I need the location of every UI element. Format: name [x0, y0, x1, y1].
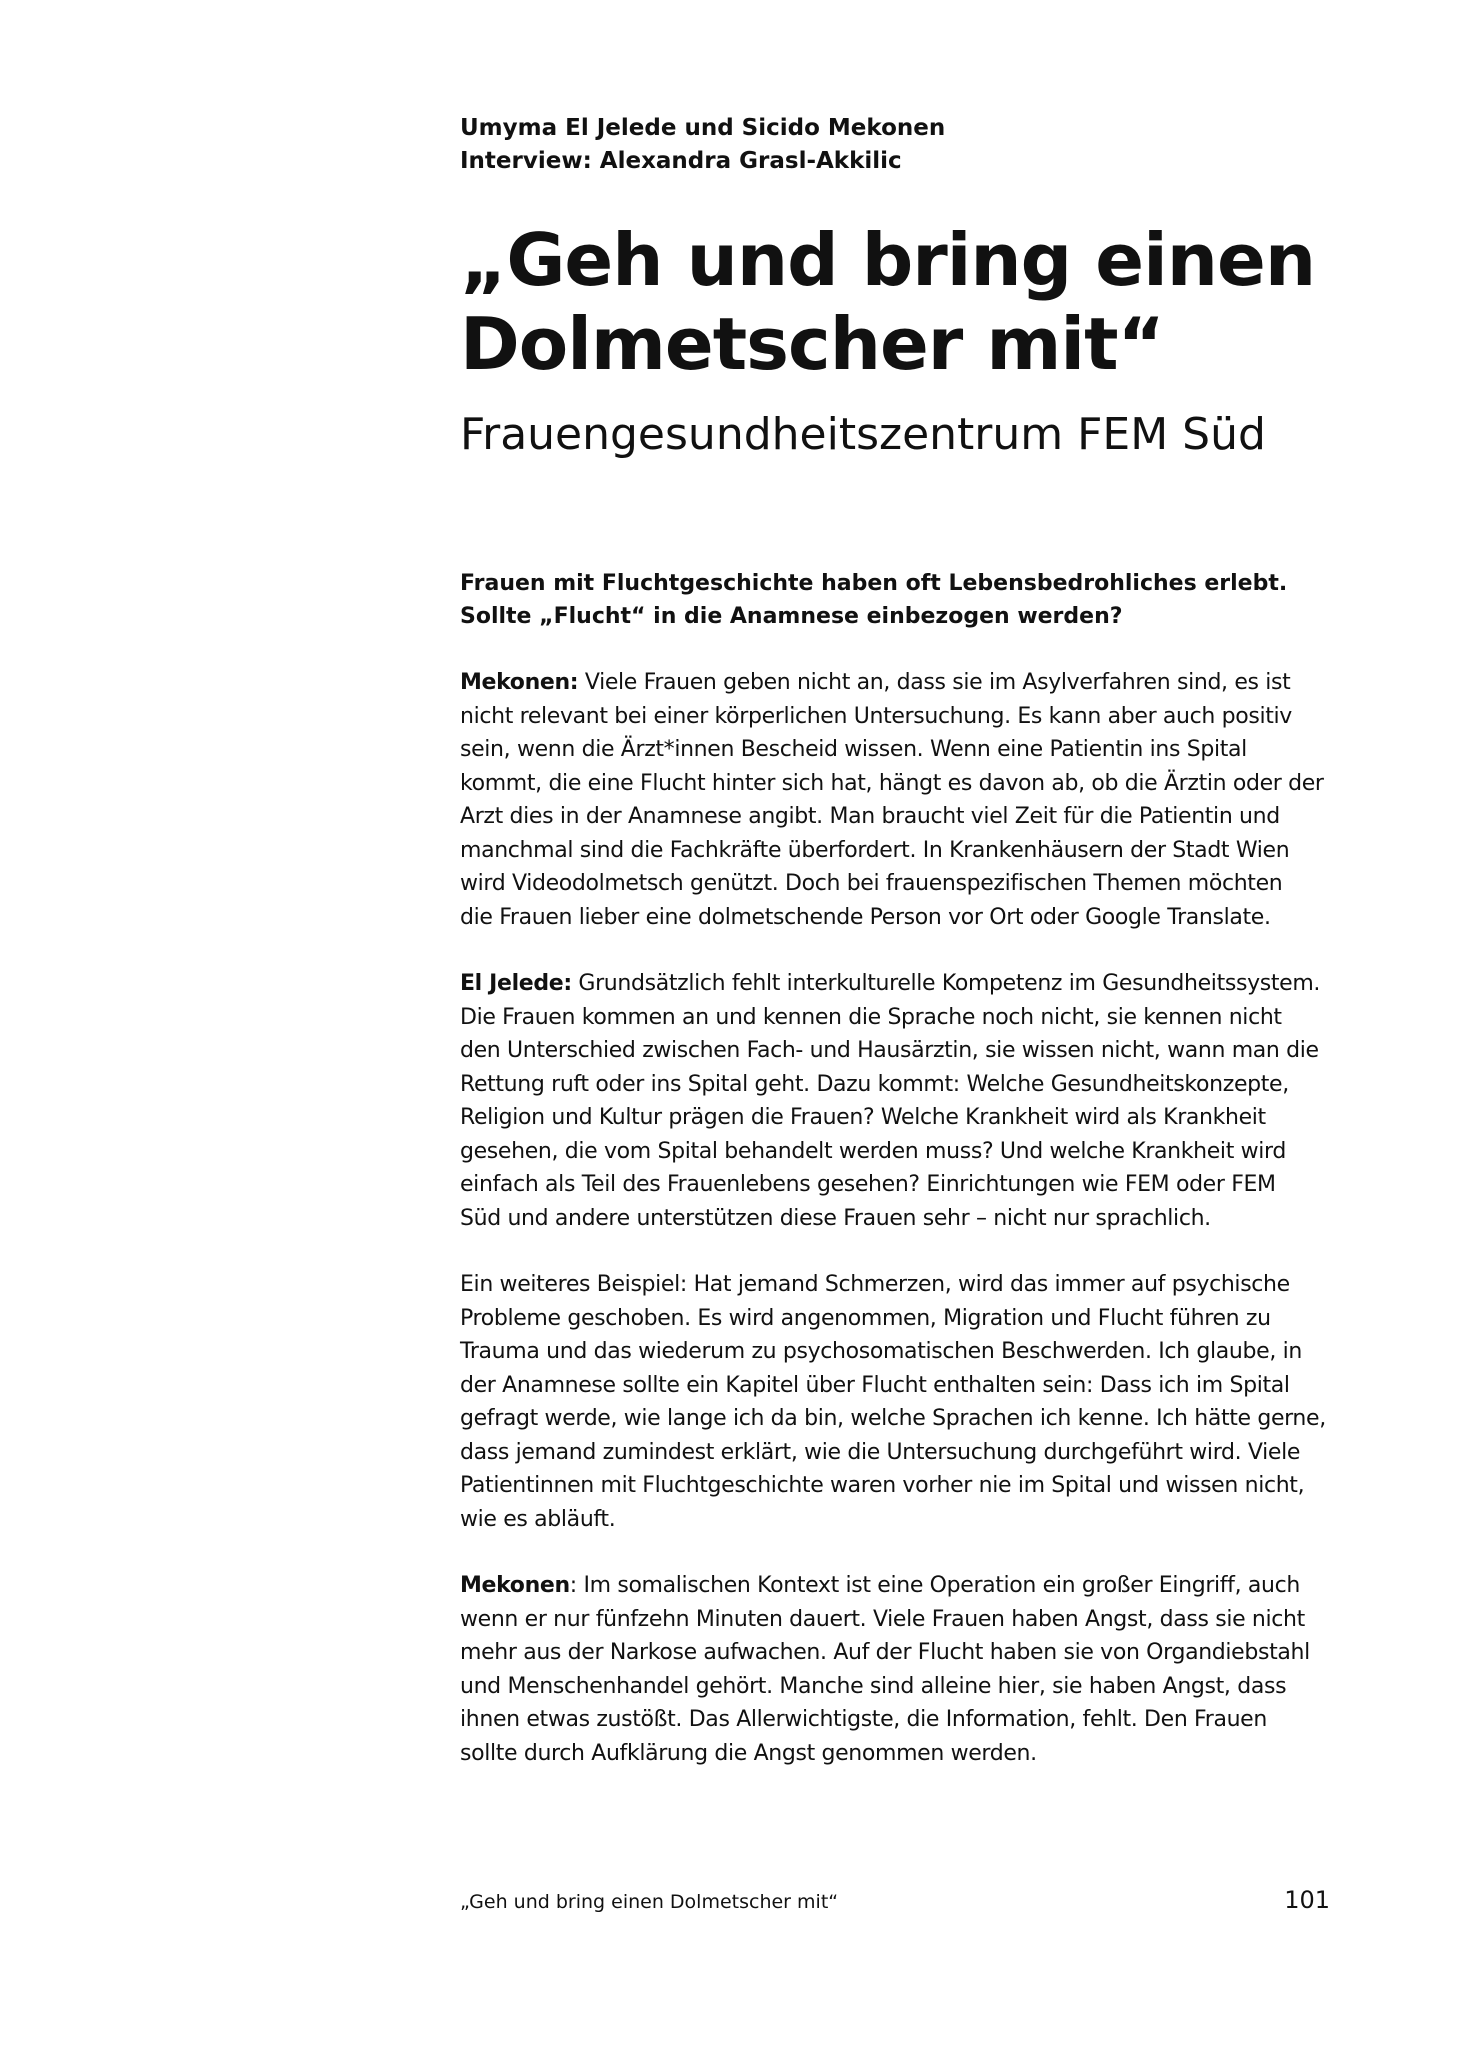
article-title — [460, 218, 1340, 386]
paragraph-line: dass jemand zumindest erklärt, wie die Untersuchung durchgeführt wird. Viele — [460, 1439, 1301, 1465]
answer-paragraph-2 — [460, 967, 1340, 1235]
paragraph-line: Arzt dies in der Anamnese angibt. Man braucht viel Zeit für die Patientin und — [460, 804, 1280, 829]
paragraph-line: wird Videodolmetsch genützt. Doch bei frauenspezifischen Themen möchten — [460, 871, 1283, 896]
paragraph-line: gefragt werde, wie lange ich da bin, welche Sprachen ich kenne. Ich hätte gerne, — [460, 1406, 1326, 1431]
paragraph-line: die Frauen lieber eine dolmetschende Person vor Ort oder Google Translate. — [460, 904, 1271, 930]
paragraph-line: Religion und Kultur prägen die Frauen? Welche Krankheit wird als Krankheit — [460, 1105, 1266, 1130]
paragraph-line — [460, 967, 1340, 1001]
paragraph-line: Die Frauen kommen an und kennen die Sprache noch nicht, sie kennen nicht — [460, 1004, 1282, 1030]
paragraph-line: manchmal sind die Fachkräfte überfordert. In Krankenhäusern der Stadt Wien — [460, 837, 1290, 863]
paragraph-line: kommt, die eine Flucht hinter sich hat, hängt es davon ab, ob die Ärztin oder der — [460, 770, 1324, 796]
question-line-1: Frauen mit Fluchtgeschichte haben oft Lebensbedrohliches erlebt. — [460, 571, 1288, 596]
answer-paragraph-3 — [460, 1268, 1340, 1536]
byline — [460, 112, 1340, 178]
paragraph-line: ihnen etwas zustößt. Das Allerwichtigste, die Information, fehlt. Den Frauen — [460, 1707, 1267, 1732]
paragraph-line: Probleme geschoben. Es wird angenommen, Migration und Flucht führen zu — [460, 1305, 1271, 1331]
article-subtitle: Frauengesundheitszentrum FEM Süd — [460, 409, 1266, 460]
paragraph-text: Viele Frauen geben nicht an, dass sie im Asylverfahren sind, es ist — [578, 670, 1291, 695]
paragraph-line: der Anamnese sollte ein Kapitel über Flucht enthalten sein: Dass ich im Spital — [460, 1372, 1290, 1398]
speaker-name: Mekonen — [460, 1573, 570, 1598]
paragraph-line: mehr aus der Narkose aufwachen. Auf der Flucht haben sie von Organdiebstahl — [460, 1640, 1310, 1665]
paragraph-line: Patientinnen mit Fluchtgeschichte waren vorher nie im Spital und wissen nicht, — [460, 1473, 1305, 1498]
paragraph-line: wie es abläuft. — [460, 1506, 616, 1532]
paragraph-line: einfach als Teil des Frauenlebens gesehen? Einrichtungen wie FEM oder FEM — [460, 1172, 1276, 1197]
title-line-1: „Geh und bring einen — [460, 218, 1316, 302]
paragraph-line: Ein weiteres Beispiel: Hat jemand Schmerzen, wird das immer auf psychische — [460, 1272, 1290, 1297]
interview-question — [460, 567, 1340, 633]
page-number: 101 — [1284, 1886, 1330, 1914]
speaker-name: El Jelede: — [460, 971, 572, 996]
answer-paragraph-1 — [460, 666, 1340, 934]
interviewer-line: Interview: Alexandra Grasl-Akkilic — [460, 148, 902, 174]
paragraph-line: und Menschenhandel gehört. Manche sind alleine hier, sie haben Angst, dass — [460, 1673, 1287, 1699]
answer-paragraph-4 — [460, 1569, 1340, 1770]
paragraph-text: Grundsätzlich fehlt interkulturelle Kompetenz im Gesundheitssystem. — [571, 971, 1321, 996]
paragraph-line: wenn er nur fünfzehn Minuten dauert. Viele Frauen haben Angst, dass sie nicht — [460, 1606, 1305, 1632]
paragraph-line: Süd und andere unterstützen diese Frauen sehr – nicht nur sprachlich. — [460, 1205, 1211, 1231]
running-footer-title: „Geh und bring einen Dolmetscher mit“ — [460, 1891, 839, 1913]
authors-line: Umyma El Jelede und Sicido Mekonen — [460, 115, 946, 141]
speaker-name: Mekonen: — [460, 670, 579, 695]
paragraph-text: : Im somalischen Kontext ist eine Operation ein großer Eingriff, auch — [569, 1573, 1300, 1598]
paragraph-line: sein, wenn die Ärzt*innen Bescheid wissen. Wenn eine Patientin ins Spital — [460, 737, 1247, 762]
question-line-2: Sollte „Flucht“ in die Anamnese einbezogen werden? — [460, 604, 1123, 629]
paragraph-line: gesehen, die vom Spital behandelt werden muss? Und welche Krankheit wird — [460, 1138, 1286, 1164]
paragraph-line: Trauma und das wiederum zu psychosomatischen Beschwerden. Ich glaube, in — [460, 1339, 1302, 1364]
paragraph-line: den Unterschied zwischen Fach- und Hausärztin, sie wissen nicht, wann man die — [460, 1038, 1319, 1063]
paragraph-line: sollte durch Aufklärung die Angst genommen werden. — [460, 1740, 1037, 1766]
paragraph-line: nicht relevant bei einer körperlichen Untersuchung. Es kann aber auch positiv — [460, 703, 1292, 729]
paragraph-line — [460, 1569, 1340, 1603]
title-line-2: Dolmetscher mit“ — [460, 302, 1164, 386]
article-column — [460, 112, 1340, 1770]
paragraph-line — [460, 666, 1340, 700]
paragraph-line: Rettung ruft oder ins Spital geht. Dazu kommt: Welche Gesundheitskonzepte, — [460, 1071, 1289, 1097]
